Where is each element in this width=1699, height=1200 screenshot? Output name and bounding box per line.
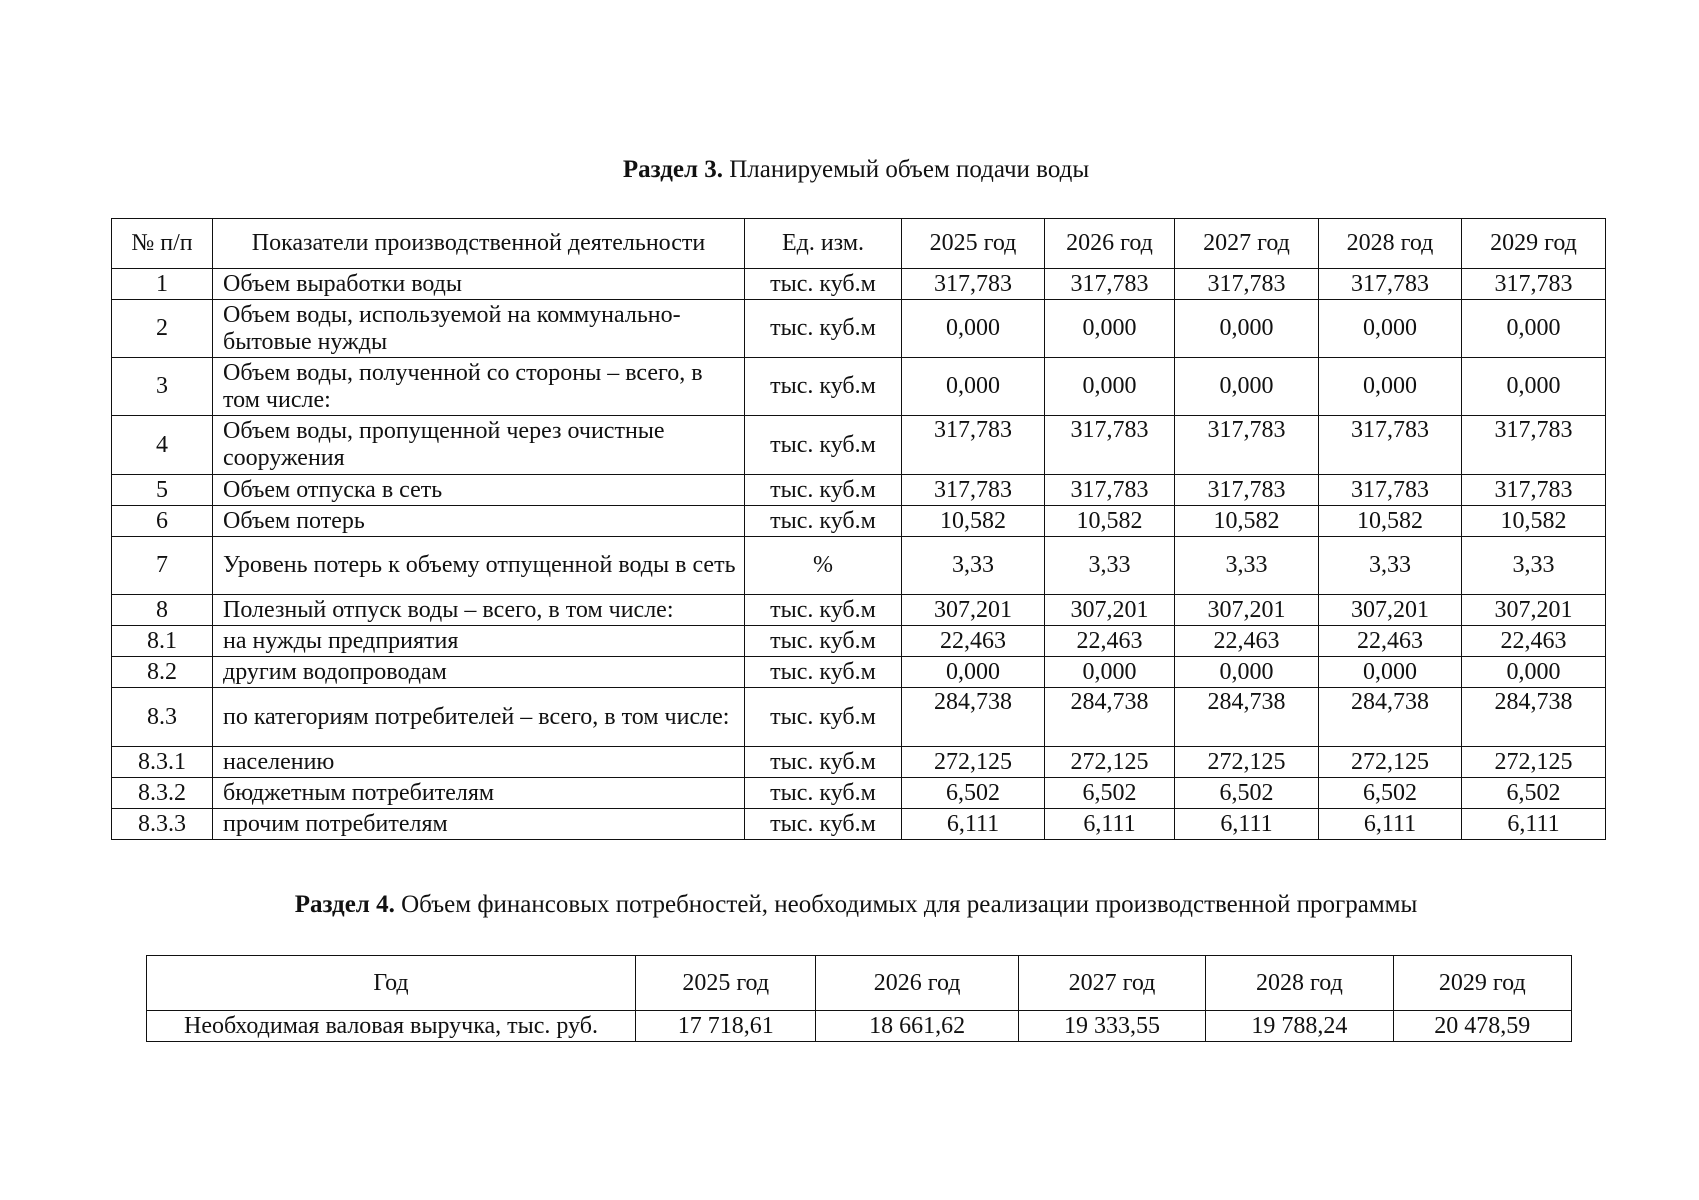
indicator-name: Полезный отпуск воды – всего, в том числе: — [213, 595, 745, 626]
row-number: 3 — [112, 358, 213, 416]
cell-value: 6,502 — [1319, 778, 1462, 809]
cell-value: 317,783 — [902, 475, 1045, 506]
cell-value: 272,125 — [1175, 747, 1319, 778]
cell-value: 3,33 — [1462, 537, 1606, 595]
cell-value: 10,582 — [902, 506, 1045, 537]
cell-value: 10,582 — [1319, 506, 1462, 537]
header-year-2027: 2027 год — [1175, 219, 1319, 269]
indicator-name: Объем отпуска в сеть — [213, 475, 745, 506]
header-year-2025: 2025 год — [636, 956, 816, 1011]
unit-cell: тыс. куб.м — [745, 358, 902, 416]
unit-cell: тыс. куб.м — [745, 416, 902, 475]
header-num: № п/п — [112, 219, 213, 269]
cell-value: 0,000 — [1045, 657, 1175, 688]
cell-value: 317,783 — [1462, 416, 1606, 475]
unit-cell: % — [745, 537, 902, 595]
row-label: Необходимая валовая выручка, тыс. руб. — [147, 1011, 636, 1042]
row-number: 7 — [112, 537, 213, 595]
header-year-2027: 2027 год — [1018, 956, 1205, 1011]
cell-value: 0,000 — [1175, 358, 1319, 416]
cell-value: 272,125 — [902, 747, 1045, 778]
unit-cell: тыс. куб.м — [745, 475, 902, 506]
cell-value: 6,111 — [1045, 809, 1175, 840]
cell-value: 17 718,61 — [636, 1011, 816, 1042]
unit-cell: тыс. куб.м — [745, 300, 902, 358]
row-number: 8.3.3 — [112, 809, 213, 840]
indicator-name: бюджетным потребителям — [213, 778, 745, 809]
row-number: 6 — [112, 506, 213, 537]
water-supply-table-body — [112, 269, 1606, 840]
cell-value: 317,783 — [1045, 416, 1175, 475]
table-header-row — [147, 956, 1572, 1011]
cell-value: 19 788,24 — [1206, 1011, 1393, 1042]
unit-cell: тыс. куб.м — [745, 778, 902, 809]
cell-value: 0,000 — [1175, 300, 1319, 358]
cell-value: 317,783 — [1045, 269, 1175, 300]
header-year-2028: 2028 год — [1319, 219, 1462, 269]
cell-value: 0,000 — [1462, 358, 1606, 416]
row-number: 2 — [112, 300, 213, 358]
header-year-2026: 2026 год — [816, 956, 1018, 1011]
cell-value: 0,000 — [1462, 300, 1606, 358]
cell-value: 22,463 — [1175, 626, 1319, 657]
cell-value: 20 478,59 — [1393, 1011, 1571, 1042]
cell-value: 0,000 — [902, 358, 1045, 416]
cell-value: 317,783 — [1175, 269, 1319, 300]
unit-cell: тыс. куб.м — [745, 506, 902, 537]
header-year-label: Год — [147, 956, 636, 1011]
cell-value: 317,783 — [1319, 416, 1462, 475]
table-row — [112, 269, 1606, 300]
indicator-name: Объем выработки воды — [213, 269, 745, 300]
cell-value: 0,000 — [902, 657, 1045, 688]
cell-value: 22,463 — [1319, 626, 1462, 657]
cell-value: 307,201 — [1462, 595, 1606, 626]
row-number: 8.3 — [112, 688, 213, 747]
cell-value: 18 661,62 — [816, 1011, 1018, 1042]
indicator-name: Объем воды, пропущенной через очистные сооружения — [213, 416, 745, 475]
cell-value: 19 333,55 — [1018, 1011, 1205, 1042]
table-row — [112, 778, 1606, 809]
cell-value: 3,33 — [1175, 537, 1319, 595]
header-indicator: Показатели производственной деятельности — [213, 219, 745, 269]
cell-value: 284,738 — [902, 688, 1045, 747]
row-number: 5 — [112, 475, 213, 506]
cell-value: 3,33 — [902, 537, 1045, 595]
cell-value: 10,582 — [1175, 506, 1319, 537]
cell-value: 317,783 — [1462, 269, 1606, 300]
cell-value: 22,463 — [1462, 626, 1606, 657]
cell-value: 6,111 — [1462, 809, 1606, 840]
section-3-title-text: Планируемый объем подачи воды — [723, 156, 1090, 183]
cell-value: 307,201 — [1045, 595, 1175, 626]
cell-value: 317,783 — [902, 416, 1045, 475]
cell-value: 10,582 — [1045, 506, 1175, 537]
section-4-title-bold: Раздел 4. — [294, 891, 395, 918]
cell-value: 0,000 — [1045, 300, 1175, 358]
cell-value: 0,000 — [1319, 300, 1462, 358]
table-row — [112, 747, 1606, 778]
water-supply-table — [111, 218, 1606, 840]
section-3-title — [0, 155, 1699, 185]
indicator-name: на нужды предприятия — [213, 626, 745, 657]
section-3-title-bold: Раздел 3. — [622, 156, 723, 183]
unit-cell: тыс. куб.м — [745, 269, 902, 300]
cell-value: 307,201 — [1319, 595, 1462, 626]
cell-value: 317,783 — [1175, 416, 1319, 475]
cell-value: 284,738 — [1175, 688, 1319, 747]
indicator-name: Объем потерь — [213, 506, 745, 537]
table-row — [112, 416, 1606, 475]
cell-value: 317,783 — [1175, 475, 1319, 506]
cell-value: 6,502 — [902, 778, 1045, 809]
unit-cell: тыс. куб.м — [745, 595, 902, 626]
cell-value: 22,463 — [902, 626, 1045, 657]
cell-value: 284,738 — [1319, 688, 1462, 747]
cell-value: 6,111 — [902, 809, 1045, 840]
cell-value: 284,738 — [1045, 688, 1175, 747]
cell-value: 272,125 — [1319, 747, 1462, 778]
table-row — [112, 475, 1606, 506]
table-row — [112, 358, 1606, 416]
section-4-title — [0, 890, 1699, 920]
cell-value: 3,33 — [1045, 537, 1175, 595]
table-header-row — [112, 219, 1606, 269]
cell-value: 0,000 — [902, 300, 1045, 358]
unit-cell: тыс. куб.м — [745, 688, 902, 747]
cell-value: 6,502 — [1462, 778, 1606, 809]
header-year-2025: 2025 год — [902, 219, 1045, 269]
table-row — [112, 657, 1606, 688]
row-number: 1 — [112, 269, 213, 300]
cell-value: 6,111 — [1175, 809, 1319, 840]
header-year-2026: 2026 год — [1045, 219, 1175, 269]
cell-value: 272,125 — [1045, 747, 1175, 778]
header-year-2029: 2029 год — [1393, 956, 1571, 1011]
cell-value: 0,000 — [1045, 358, 1175, 416]
cell-value: 22,463 — [1045, 626, 1175, 657]
cell-value: 317,783 — [1045, 475, 1175, 506]
header-unit: Ед. изм. — [745, 219, 902, 269]
indicator-name: по категориям потребителей – всего, в том числе: — [213, 688, 745, 747]
row-number: 8.2 — [112, 657, 213, 688]
table-row — [112, 537, 1606, 595]
row-number: 8.1 — [112, 626, 213, 657]
table-row — [112, 595, 1606, 626]
cell-value: 0,000 — [1462, 657, 1606, 688]
cell-value: 307,201 — [902, 595, 1045, 626]
row-number: 4 — [112, 416, 213, 475]
section-4-title-text: Объем финансовых потребностей, необходимых для реализации производственной программы — [394, 891, 1418, 918]
cell-value: 317,783 — [1462, 475, 1606, 506]
unit-cell: тыс. куб.м — [745, 747, 902, 778]
header-year-2028: 2028 год — [1206, 956, 1393, 1011]
table-row — [112, 809, 1606, 840]
table-row — [147, 1011, 1572, 1042]
cell-value: 272,125 — [1462, 747, 1606, 778]
cell-value: 317,783 — [1319, 475, 1462, 506]
cell-value: 6,502 — [1175, 778, 1319, 809]
financial-needs-table — [146, 955, 1572, 1042]
table-row — [112, 688, 1606, 747]
indicator-name: населению — [213, 747, 745, 778]
cell-value: 307,201 — [1175, 595, 1319, 626]
cell-value: 6,111 — [1319, 809, 1462, 840]
table-row — [112, 300, 1606, 358]
header-year-2029: 2029 год — [1462, 219, 1606, 269]
unit-cell: тыс. куб.м — [745, 809, 902, 840]
cell-value: 284,738 — [1462, 688, 1606, 747]
cell-value: 3,33 — [1319, 537, 1462, 595]
indicator-name: Уровень потерь к объему отпущенной воды в сеть — [213, 537, 745, 595]
table-row — [112, 626, 1606, 657]
cell-value: 0,000 — [1319, 358, 1462, 416]
indicator-name: Объем воды, полученной со стороны – всего, в том числе: — [213, 358, 745, 416]
row-number: 8.3.2 — [112, 778, 213, 809]
cell-value: 317,783 — [902, 269, 1045, 300]
indicator-name: другим водопроводам — [213, 657, 745, 688]
cell-value: 317,783 — [1319, 269, 1462, 300]
cell-value: 0,000 — [1175, 657, 1319, 688]
indicator-name: Объем воды, используемой на коммунально-бытовые нужды — [213, 300, 745, 358]
cell-value: 0,000 — [1319, 657, 1462, 688]
indicator-name: прочим потребителям — [213, 809, 745, 840]
row-number: 8.3.1 — [112, 747, 213, 778]
unit-cell: тыс. куб.м — [745, 657, 902, 688]
row-number: 8 — [112, 595, 213, 626]
cell-value: 10,582 — [1462, 506, 1606, 537]
unit-cell: тыс. куб.м — [745, 626, 902, 657]
table-row — [112, 506, 1606, 537]
cell-value: 6,502 — [1045, 778, 1175, 809]
